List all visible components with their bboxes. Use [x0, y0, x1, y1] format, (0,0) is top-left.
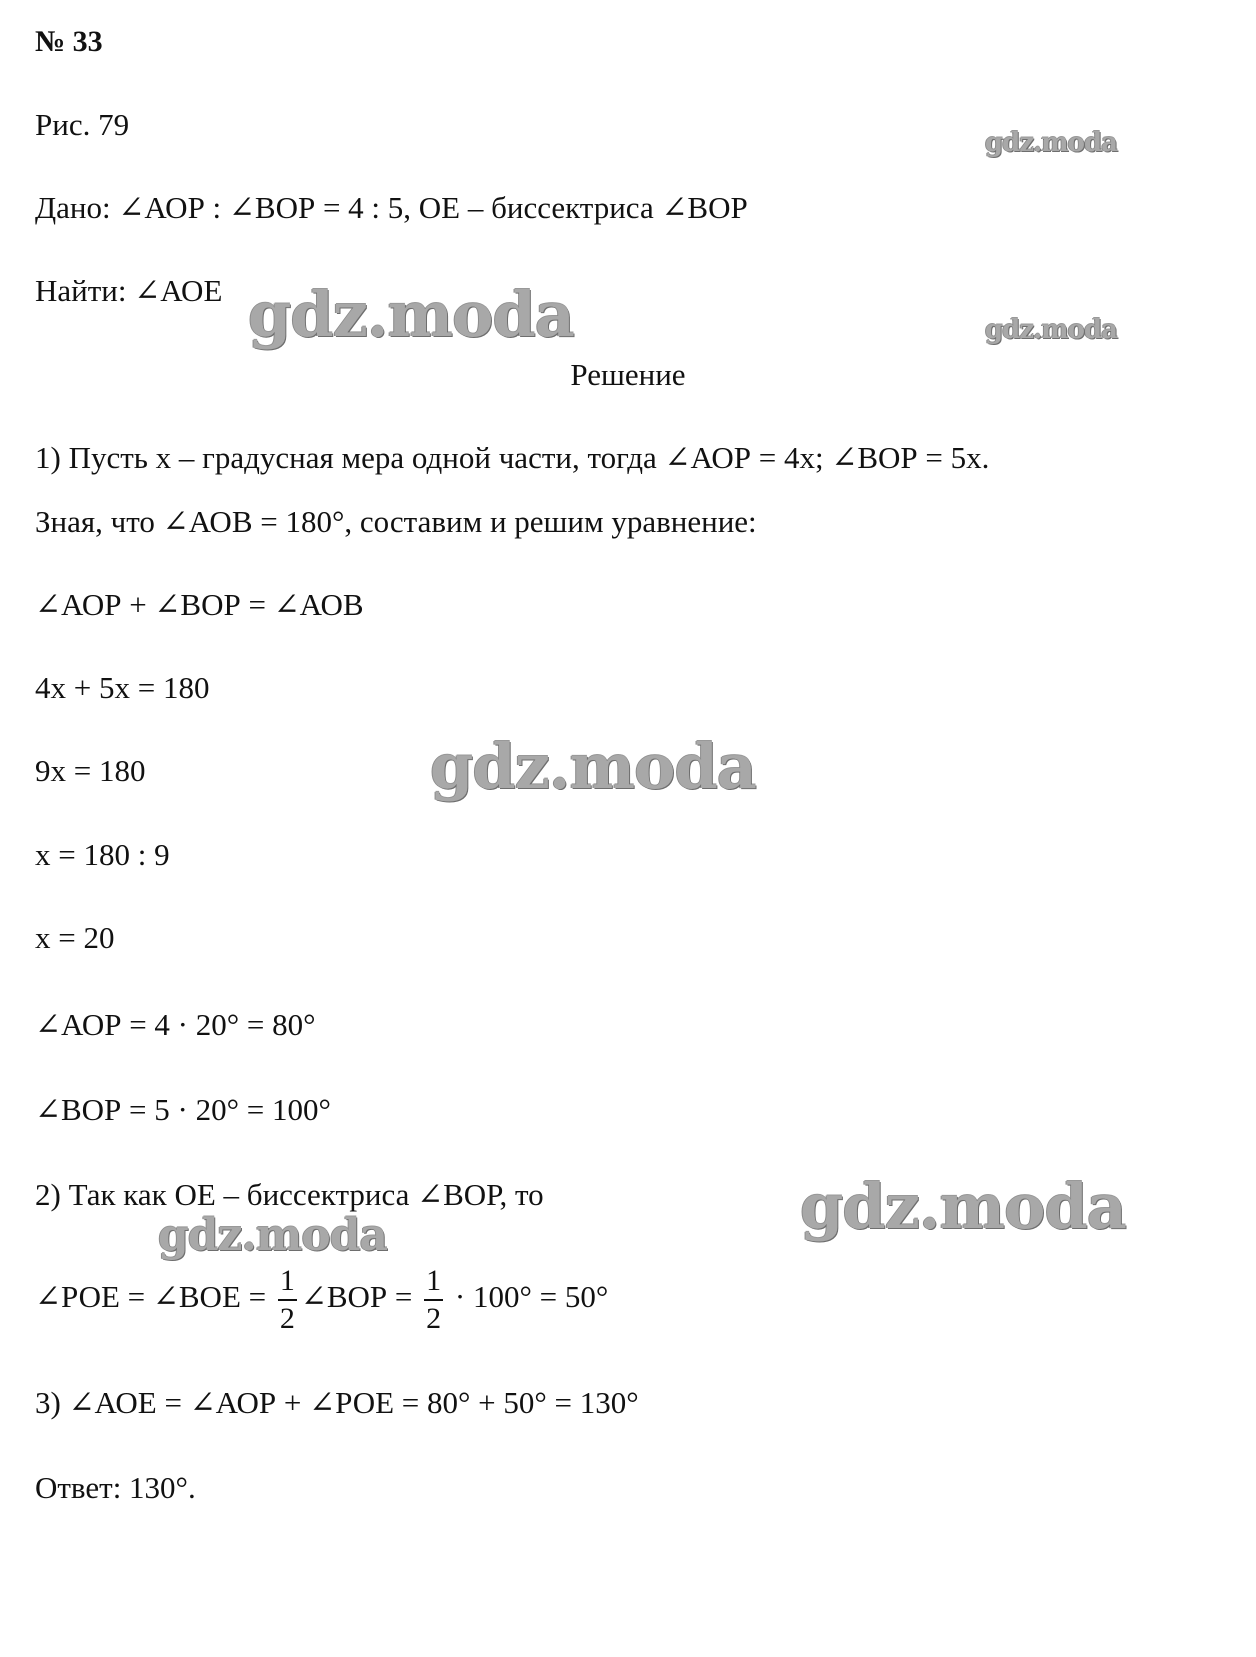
equation-4: x = 180 : 9: [35, 837, 170, 872]
step2-text: 2) Так как ОЕ – биссектриса ∠ВОР, то: [35, 1177, 544, 1212]
fraction-numerator: 1: [278, 1266, 297, 1301]
solution-heading: Решение: [570, 357, 686, 392]
equation-2: 4x + 5x = 180: [35, 670, 210, 705]
step2-eq-part3: · 100° = 50°: [447, 1279, 609, 1314]
watermark: gdz.moda: [248, 278, 574, 351]
step1-line1: 1) Пусть x – градусная мера одной части, тогда ∠АОР = 4x; ∠ВОР = 5x.: [35, 440, 990, 475]
watermark: gdz.moda: [430, 730, 756, 803]
given-text: Дано: ∠АОР : ∠ВОР = 4 : 5, ОЕ – биссектриса ∠ВОР: [35, 190, 748, 225]
step1-line2: Зная, что ∠АОВ = 180°, составим и решим уравнение:: [35, 504, 757, 539]
figure-ref: Рис. 79: [35, 107, 130, 142]
find-text: Найти: ∠АОЕ: [35, 273, 223, 308]
equation-5: x = 20: [35, 920, 115, 955]
watermark: gdz.moda: [800, 1170, 1126, 1243]
watermark: gdz.moda: [985, 128, 1118, 158]
equation-6: ∠АОР = 4 · 20° = 80°: [35, 1007, 316, 1042]
problem-number: № 33: [35, 25, 103, 58]
fraction-one-half: [424, 1263, 443, 1335]
fraction-one-half: [278, 1263, 297, 1335]
fraction-numerator: 1: [424, 1266, 443, 1301]
equation-3: 9x = 180: [35, 753, 146, 788]
equation-1: ∠АОР + ∠ВОР = ∠АОВ: [35, 587, 364, 622]
step2-eq-part2: ∠ВОР =: [300, 1279, 421, 1314]
answer-text: Ответ: 130°.: [35, 1470, 196, 1505]
step2-equation: [35, 1262, 608, 1334]
step3-text: 3) ∠АОЕ = ∠АОР + ∠РОЕ = 80° + 50° = 130°: [35, 1385, 639, 1420]
step2-eq-part1: ∠РОЕ = ∠ВОЕ =: [35, 1279, 274, 1314]
fraction-denominator: 2: [426, 1301, 442, 1335]
watermark: gdz.moda: [158, 1210, 388, 1261]
watermark: gdz.moda: [985, 315, 1118, 345]
equation-7: ∠ВОР = 5 · 20° = 100°: [35, 1092, 331, 1127]
fraction-denominator: 2: [279, 1301, 295, 1335]
